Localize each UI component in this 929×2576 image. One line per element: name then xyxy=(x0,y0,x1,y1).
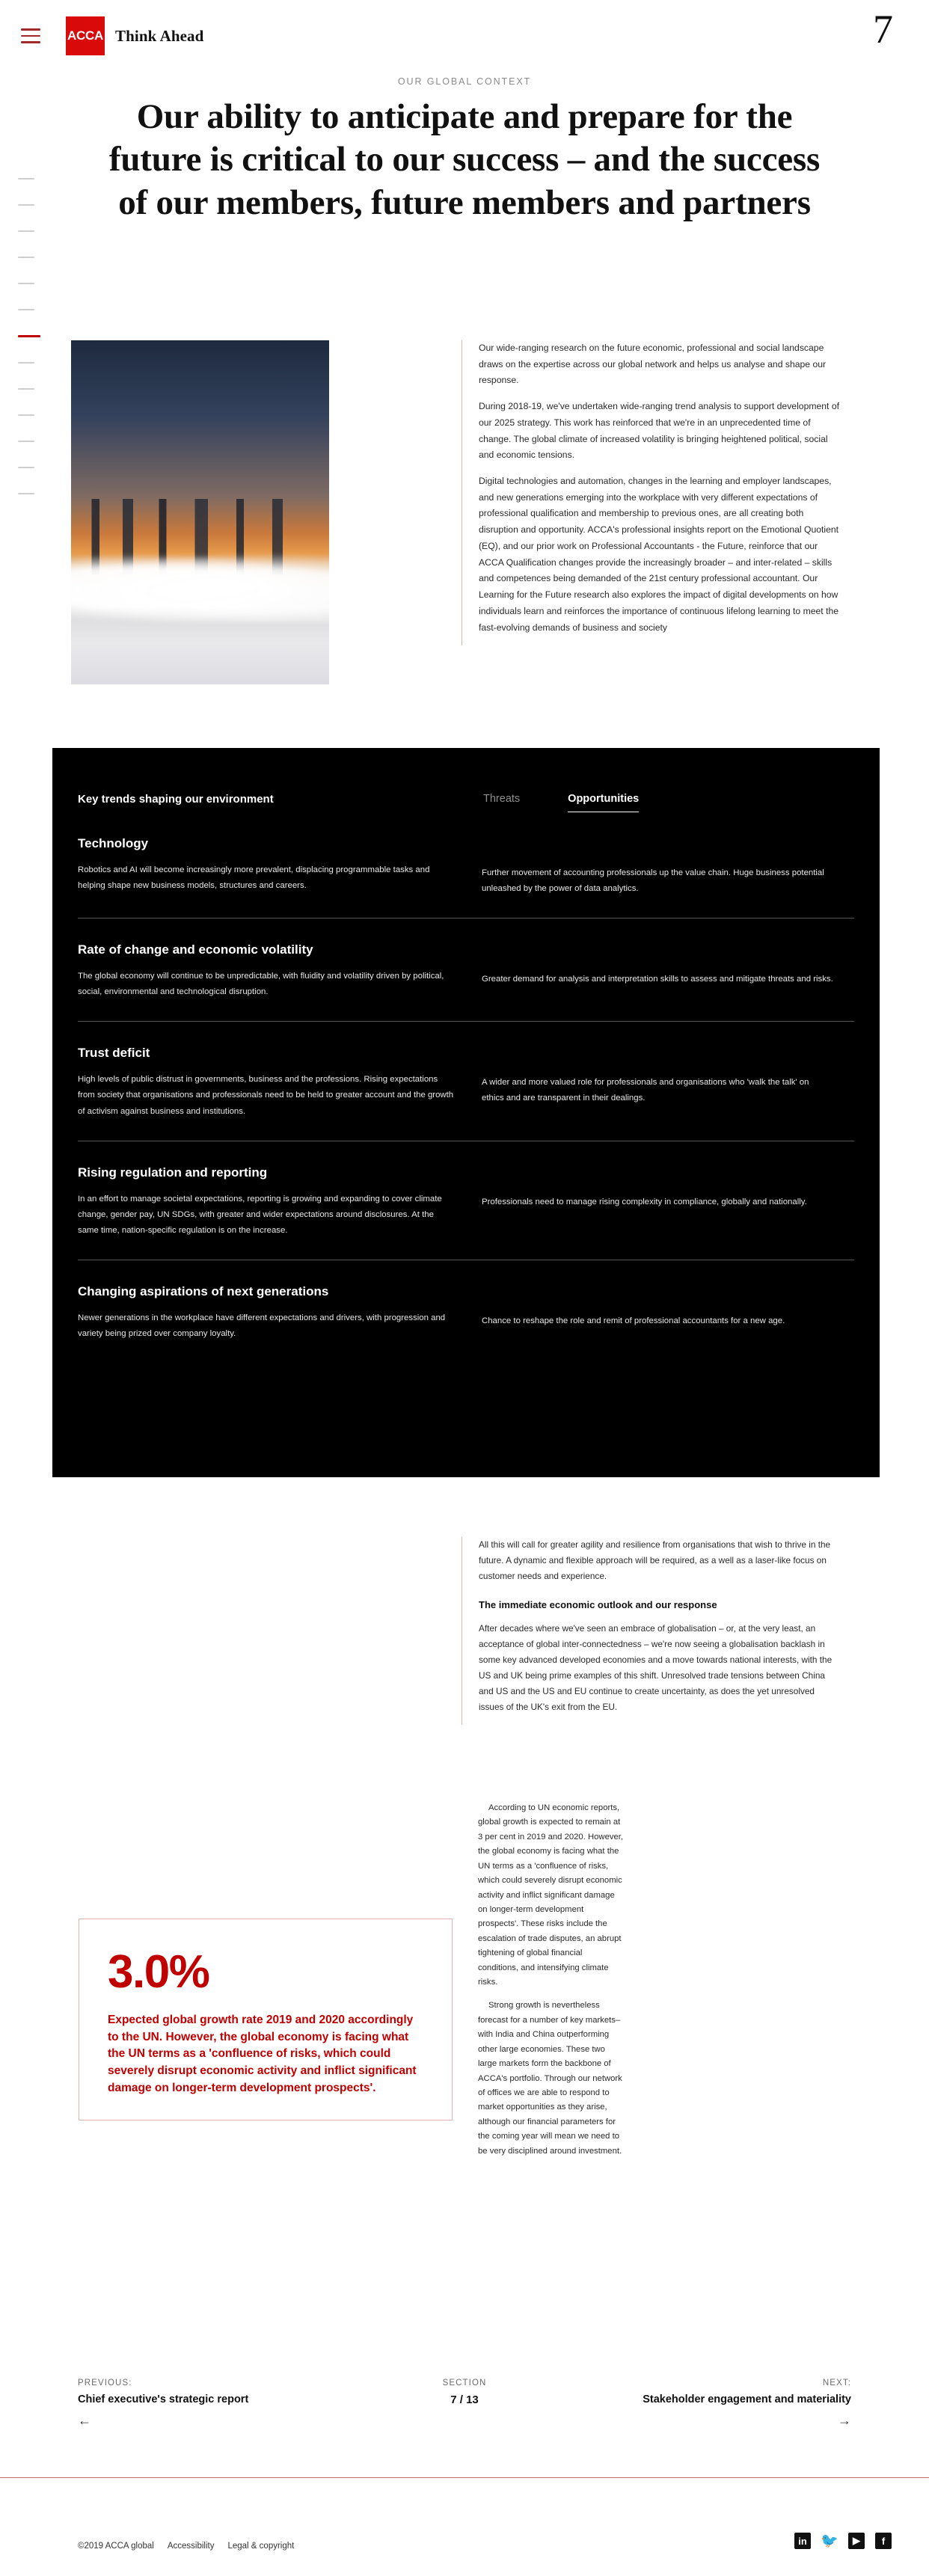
trend-row xyxy=(78,919,854,1022)
youtube-icon[interactable]: ▶ xyxy=(848,2533,865,2549)
trend-description: Robotics and AI will become increasingly more prevalent, displacing programmable tasks and helping shape new business models, structures and careers. xyxy=(78,865,430,891)
progress-rail[interactable] xyxy=(18,178,52,519)
rail-tick-6[interactable] xyxy=(18,309,34,310)
eyebrow-label: OUR GLOBAL CONTEXT xyxy=(397,76,532,87)
trend-opportunity: Further movement of accounting professionals up the value chain. Huge business potential unleashed by the power of data analytics. xyxy=(482,868,824,894)
narrow-paragraph: Strong growth is nevertheless forecast for a number of key markets– with India and China outperforming other large economies. These two large markets form the backbone of ACCA's portfolio. Through our network of offices we are able to respond to market opportunities as they arise, although our financial parameters for the coming year will mean we need to be very disciplined around investment. xyxy=(478,2001,622,2156)
trend-opportunity: Chance to reshape the role and remit of professional accountants for a new age. xyxy=(482,1316,785,1325)
stat-figure: 3.0% xyxy=(108,1946,209,1998)
rail-tick-4[interactable] xyxy=(18,257,34,258)
acca-logo: ACCA xyxy=(66,16,105,55)
trend-name: Changing aspirations of next generations xyxy=(78,1284,329,1298)
intro-paragraph: During 2018-19, we've undertaken wide-ranging trend analysis to support development of our 2025 strategy. This work has reinforced that we're in an unprecedented time of change. The global climate of increased volatility is bringing heightened political, social and economic tensions. xyxy=(479,401,839,461)
facebook-icon[interactable]: f xyxy=(875,2533,892,2549)
rail-tick-8[interactable] xyxy=(18,362,34,364)
trend-right-cell xyxy=(482,1165,833,1239)
footer-divider xyxy=(0,2477,929,2478)
cloud-shape xyxy=(71,553,329,622)
trend-right-cell xyxy=(482,836,833,897)
footer-legal-link[interactable]: Legal & copyright xyxy=(227,2542,295,2551)
intro-paragraph: Digital technologies and automation, changes in the learning and employer landscapes, and new generations emerging into the workplace with very different expectations of professional qualification and membership to previous ones, are all creating both disruption and opportunity. ACCA's professional insights report on the Emotional Quotient (EQ), and our prior work on Professional Accountants - the Future, reinforce that our ACCA Qualification changes provide the increasingly broader – and inter-related – skills and competences being demanded of the 21st century professional accountant. Our Learning for the Future research also explores the impact of digital developments on how individuals learn and reinforces the importance of continuous lifelong learning to meet the fast-evolving demands of business and society xyxy=(479,476,839,633)
trend-left-cell xyxy=(78,836,482,897)
trend-left-cell xyxy=(78,1165,482,1239)
lower-section-heading: The immediate economic outlook and our response xyxy=(479,1598,717,1610)
key-trends-panel xyxy=(52,748,880,1477)
brand[interactable] xyxy=(66,16,203,55)
tab-opportunities[interactable]: Opportunities xyxy=(568,793,639,812)
trend-name: Trust deficit xyxy=(78,1046,150,1061)
rail-tick-2[interactable] xyxy=(18,204,34,206)
rail-tick-12[interactable] xyxy=(18,467,34,468)
trend-name: Rising regulation and reporting xyxy=(78,1165,268,1180)
page-number: 7 xyxy=(873,7,893,52)
arrow-left-icon[interactable]: ← xyxy=(78,2413,91,2428)
narrow-paragraph: According to UN economic reports, global growth is expected to remain at 3 per cent in 2019 and 2020. However, the global economy is facing what the UN terms as a 'confluence of risks, which could severely disrupt economic activity and inflict significant damage on longer-term development prospects'. These risks include the escalation of trade disputes, an abrupt tightening of global financial conditions, and intensifying climate risks. xyxy=(478,1803,624,1987)
rail-tick-5[interactable] xyxy=(18,283,34,284)
footer-links xyxy=(78,2542,294,2551)
site-header xyxy=(0,0,929,72)
nav-section-value: 7 / 13 xyxy=(450,2393,479,2406)
rail-tick-10[interactable] xyxy=(18,414,34,416)
trend-right-cell xyxy=(482,1046,833,1119)
trend-row xyxy=(78,1022,854,1141)
trend-name: Rate of change and economic volatility xyxy=(78,942,313,957)
trend-right-cell xyxy=(482,942,833,1000)
footer-accessibility-link[interactable]: Accessibility xyxy=(167,2542,215,2551)
rail-tick-13[interactable] xyxy=(18,493,34,494)
trend-left-cell xyxy=(78,1046,482,1119)
nav-next-kicker: NEXT: xyxy=(822,2379,851,2388)
rail-tick-9[interactable] xyxy=(18,388,34,390)
page-title: Our ability to anticipate and prepare for the future is critical to our success – and the success of our members, future members and partners xyxy=(108,97,821,222)
footer-copyright: ©2019 ACCA global xyxy=(78,2542,154,2551)
hamburger-bar xyxy=(21,28,40,31)
trend-left-cell xyxy=(78,1284,482,1342)
narrow-column xyxy=(478,1801,625,2168)
nav-next[interactable] xyxy=(492,2379,851,2429)
trend-description: Newer generations in the workplace have different expectations and drivers, with progression and variety being prized over company loyalty. xyxy=(78,1313,446,1339)
trend-row xyxy=(78,1141,854,1260)
trend-description: The global economy will continue to be unpredictable, with fluidity and volatility driven by political, social, environmental and technological disruption. xyxy=(78,972,444,997)
trend-row xyxy=(78,1260,854,1363)
hamburger-bar xyxy=(21,35,40,37)
trend-opportunity: A wider and more valued role for professionals and organisations who 'walk the talk' on ethics and are transparent in their dealings. xyxy=(482,1078,809,1103)
trend-description: High levels of public distrust in governments, business and the professions. Rising expectations from society that organisations and professionals need to be held to greater account and the growth of activism against business and institutions. xyxy=(78,1075,454,1116)
lower-column xyxy=(462,1537,836,1725)
rail-tick-11[interactable] xyxy=(18,441,34,442)
stat-callout xyxy=(79,1919,453,2120)
trends-tabset xyxy=(482,793,639,812)
intro-paragraph: Our wide-ranging research on the future economic, professional and social landscape draws on the expertise across our global network and helps us analyse and shape our response. xyxy=(479,343,827,386)
nav-next-label: Stakeholder engagement and materiality xyxy=(643,2393,851,2405)
intro-column xyxy=(462,340,843,645)
lower-intro-paragraph: All this will call for greater agility and resilience from organisations that wish to thrive in the future. A dynamic and flexible approach will be required, as a well as a laser-like focus on customer needs and experience. xyxy=(479,1539,831,1581)
trend-rows xyxy=(78,812,854,1363)
lower-paragraph: After decades where we've seen an embrace of globalisation – or, at the very least, an acceptance of global inter-connectedness – we're now seeing a globalisation backlash in some key advanced developed economies and a move towards national interests, with the US and UK being prime examples of this shift. Unresolved trade tensions between China and US and the US and EU continue to create uncertainty, as does the yet unresolved issues of the UK's exit from the EU. xyxy=(479,1622,833,1712)
trend-opportunity: Professionals need to manage rising complexity in compliance, globally and nationally. xyxy=(482,1197,807,1206)
trend-description: In an effort to manage societal expectations, reporting is growing and expanding to cover climate change, gender pay, UN SDGs, with greater and wider expectations around disclosures. At the same time, nation-specific regulation is on the increase. xyxy=(78,1194,442,1235)
site-footer xyxy=(0,2506,929,2566)
arrow-right-icon[interactable]: → xyxy=(838,2413,851,2428)
tab-threats[interactable]: Threats xyxy=(483,793,521,805)
trend-opportunity: Greater demand for analysis and interpretation skills to assess and mitigate threats and risks. xyxy=(482,975,833,984)
linkedin-icon[interactable]: in xyxy=(794,2533,811,2549)
page-nav xyxy=(0,2379,929,2476)
brand-tagline: Think Ahead xyxy=(115,26,204,45)
hamburger-icon[interactable] xyxy=(21,28,40,43)
trends-header xyxy=(78,782,854,812)
hamburger-bar xyxy=(21,41,40,43)
twitter-icon[interactable]: 🐦 xyxy=(821,2533,838,2549)
trend-right-cell xyxy=(482,1284,833,1342)
rail-tick-7[interactable] xyxy=(18,335,40,337)
nav-section-kicker: SECTION xyxy=(442,2379,487,2388)
nav-previous-kicker: PREVIOUS: xyxy=(78,2379,132,2388)
trend-left-cell xyxy=(78,942,482,1000)
social-links xyxy=(794,2533,892,2549)
trend-name: Technology xyxy=(78,836,149,850)
rail-tick-1[interactable] xyxy=(18,178,34,180)
stat-caption: Expected global growth rate 2019 and 2020 accordingly to the UN. However, the global economy is facing what the UN terms as a 'confluence of risks, which could severely disrupt economic activity and inflict significant damage on longer-term development prospects'. xyxy=(108,2014,417,2094)
rail-tick-3[interactable] xyxy=(18,230,34,232)
trend-row xyxy=(78,812,854,919)
nav-previous-label: Chief executive's strategic report xyxy=(78,2393,249,2405)
hero-image xyxy=(71,340,329,684)
trends-heading: Key trends shaping our environment xyxy=(78,793,274,806)
